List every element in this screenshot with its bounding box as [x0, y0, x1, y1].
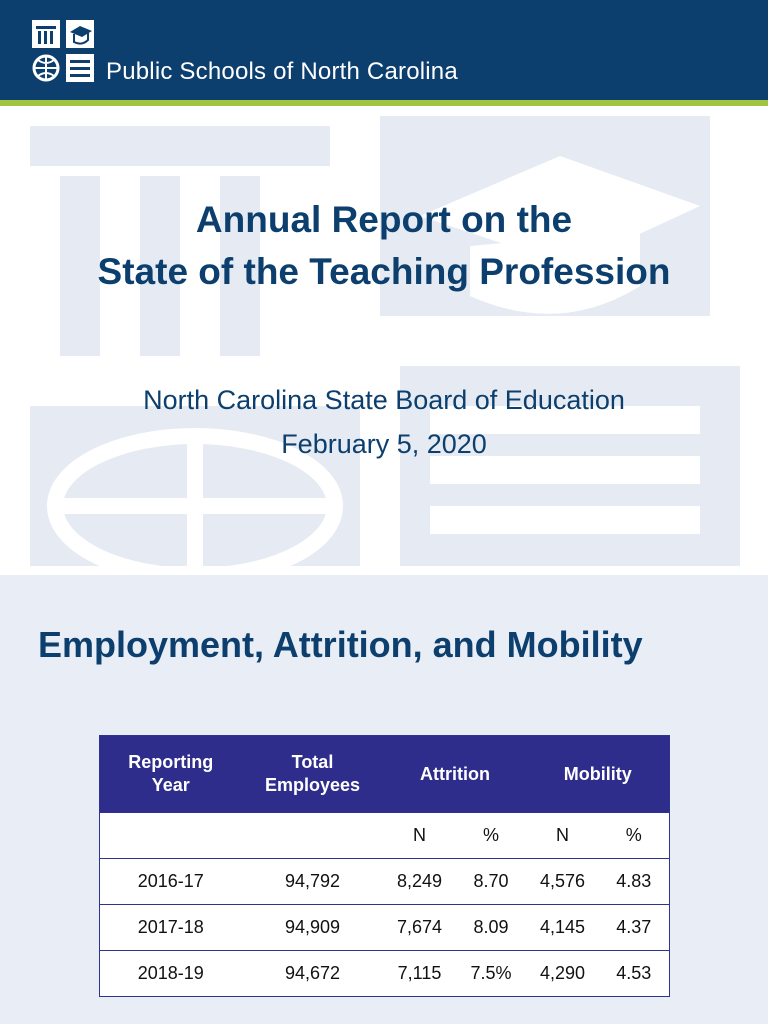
- employment-table: [99, 735, 670, 997]
- table-header-row: [100, 736, 670, 813]
- cell-attrition-pct: 8.09: [456, 905, 527, 951]
- cell-mobility-pct: 4.53: [599, 951, 670, 997]
- table-row: [100, 859, 670, 905]
- report-title-line-2: State of the Teaching Profession: [97, 251, 671, 292]
- nc-dpi-logo-icon: [30, 18, 96, 84]
- cell-year: 2016-17: [100, 859, 242, 905]
- header-bar: [0, 0, 768, 100]
- subheader-mobility-n: N: [527, 813, 599, 859]
- table-row: [100, 951, 670, 997]
- subheader-mobility-pct: %: [599, 813, 670, 859]
- header-mobility: Mobility: [527, 736, 670, 813]
- cell-total: 94,792: [242, 859, 384, 905]
- subheader-year: [100, 813, 242, 859]
- section-heading: Employment, Attrition, and Mobility: [38, 624, 643, 665]
- subheader-attrition-n: N: [384, 813, 456, 859]
- report-title: [0, 194, 768, 298]
- header-reporting-year: Reporting Year: [100, 736, 242, 813]
- cell-attrition-n: 7,674: [384, 905, 456, 951]
- cell-mobility-n: 4,290: [527, 951, 599, 997]
- cell-attrition-pct: 7.5%: [456, 951, 527, 997]
- header-total-employees: Total Employees: [242, 736, 384, 813]
- table-subheader-row: [100, 813, 670, 859]
- logo-text: Public Schools of North Carolina: [106, 58, 458, 85]
- report-subtitle: [0, 378, 768, 466]
- cell-year: 2018-19: [100, 951, 242, 997]
- cell-attrition-n: 8,249: [384, 859, 456, 905]
- cell-mobility-n: 4,145: [527, 905, 599, 951]
- report-title-line-1: Annual Report on the: [195, 199, 573, 240]
- report-subtitle-line-1: North Carolina State Board of Education: [143, 385, 625, 415]
- cell-attrition-n: 7,115: [384, 951, 456, 997]
- table-row: [100, 905, 670, 951]
- cell-total: 94,909: [242, 905, 384, 951]
- subheader-attrition-pct: %: [456, 813, 527, 859]
- cell-total: 94,672: [242, 951, 384, 997]
- header-attrition: Attrition: [384, 736, 527, 813]
- cell-mobility-pct: 4.83: [599, 859, 670, 905]
- cell-mobility-pct: 4.37: [599, 905, 670, 951]
- cell-mobility-n: 4,576: [527, 859, 599, 905]
- cover-slide: [0, 106, 768, 575]
- subheader-total: [242, 813, 384, 859]
- report-subtitle-line-2: February 5, 2020: [281, 429, 487, 459]
- logo-watermark-icon: [0, 106, 768, 575]
- cell-year: 2017-18: [100, 905, 242, 951]
- cell-attrition-pct: 8.70: [456, 859, 527, 905]
